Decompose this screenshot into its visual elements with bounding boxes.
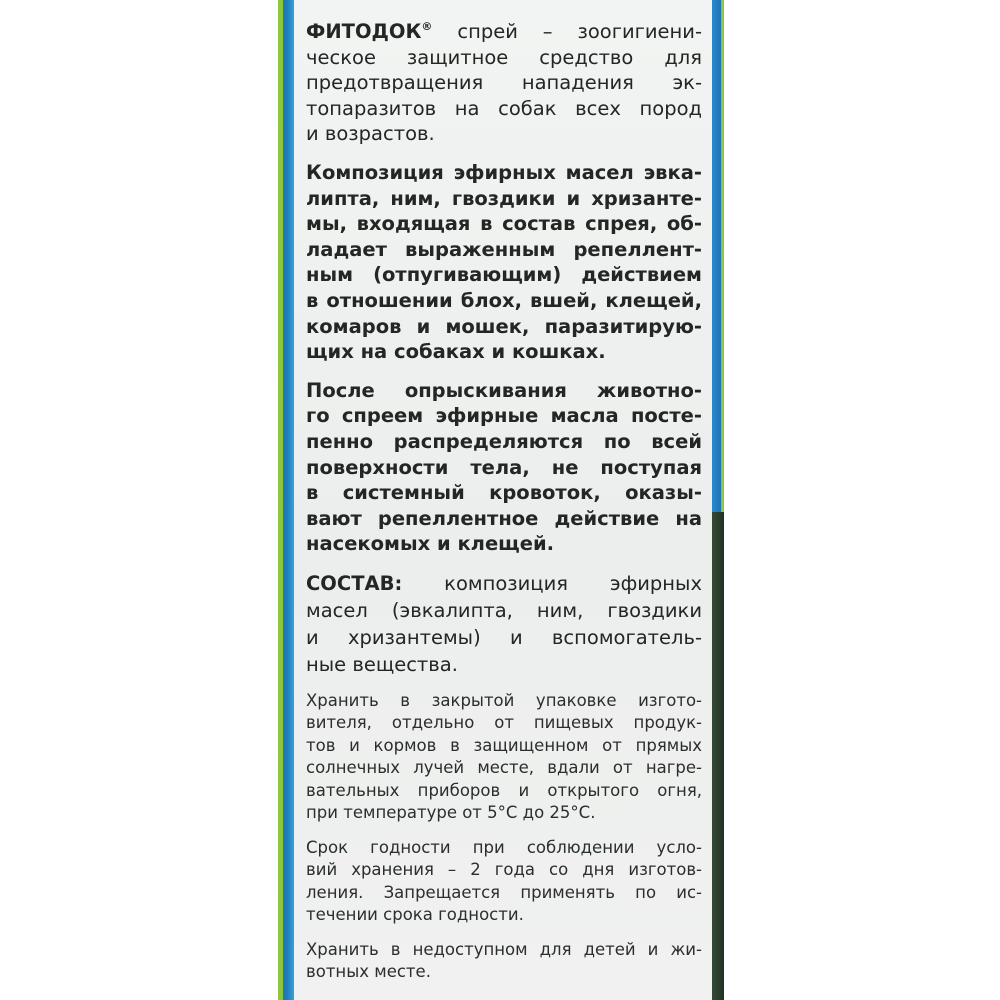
composition-keyword: СОСТАВ: <box>306 571 403 595</box>
oils-paragraph <box>306 160 702 365</box>
intro-line-1-text: спрей – зоогигиени- <box>432 20 702 43</box>
storage-line-1: Хранить в закрытой упаковке изгото- <box>306 690 702 710</box>
oils-line-3: мы, входящая в состав спрея, об- <box>306 212 702 236</box>
oils-line-1: Композиция эфирных масел эвка- <box>306 160 702 184</box>
intro-line-2: ческое защитное средство для <box>306 45 702 69</box>
spray-line-3: пенно распределяются по всей <box>306 429 702 453</box>
storage-line-6: при температуре от 5°С до 25°С. <box>306 803 596 823</box>
spray-line-7: насекомых и клещей. <box>306 532 555 556</box>
composition-line-4: ные вещества. <box>306 652 458 676</box>
composition-line-2: масел (эвкалипта, ним, гвоздики <box>306 598 702 622</box>
right-dark-band <box>712 512 724 1000</box>
intro-line-1 <box>306 14 702 45</box>
composition-line-1 <box>306 570 702 597</box>
spray-line-5: в системный кровоток, оказы- <box>306 481 702 505</box>
children-line-1: Хранить в недоступном для детей и жи- <box>306 939 702 959</box>
shelf-life-line-3: ления. Запрещается применять по ис- <box>306 882 702 902</box>
oils-line-4: ладает выраженным репеллент- <box>306 237 702 261</box>
storage-line-3: тов и кормов в защищенном от прямых <box>306 735 702 755</box>
shelf-life-line-1: Срок годности при соблюдении усло- <box>306 837 702 857</box>
left-lime-edge <box>278 0 283 1000</box>
storage-paragraph <box>306 690 702 825</box>
composition-paragraph <box>306 570 702 678</box>
oils-line-5: ным (отпугивающим) действием <box>306 263 702 287</box>
oils-line-7: комаров и мошек, паразитирую- <box>306 314 702 338</box>
oils-line-2: липта, ним, гвоздики и хризанте- <box>306 186 702 210</box>
children-warning-paragraph <box>306 939 702 984</box>
registered-mark: ® <box>421 20 433 33</box>
composition-line-3: и хризантемы) и вспомогатель- <box>306 625 702 649</box>
spray-line-1: После опрыскивания животно- <box>306 378 702 402</box>
intro-line-4: топаразитов на собак всех пород <box>306 96 702 120</box>
intro-line-3: предотвращения нападения эк- <box>306 71 702 95</box>
composition-line-1-text: композиция эфирных <box>402 571 702 595</box>
shelf-life-line-2: вий хранения – 2 года со дня изготов- <box>306 860 702 880</box>
label-text <box>306 14 702 996</box>
spray-line-2: го спреем эфирные масла посте- <box>306 404 702 428</box>
spray-line-6: вают репеллентное действие на <box>306 506 702 530</box>
right-border-stripe <box>712 0 724 1000</box>
spray-paragraph <box>306 378 702 557</box>
left-border-stripe <box>278 0 294 1000</box>
brand-name: ФИТОДОК <box>306 20 422 43</box>
intro-line-5: и возрастов. <box>306 122 435 146</box>
storage-line-5: вательных приборов и открытого огня, <box>306 780 702 800</box>
oils-line-6: в отношении блох, вшей, клещей, <box>306 288 702 312</box>
storage-line-4: солнечных лучей месте, вдали от нагре- <box>306 758 702 778</box>
intro-paragraph <box>306 14 702 147</box>
shelf-life-paragraph <box>306 837 702 927</box>
children-line-2: вотных месте. <box>306 962 431 982</box>
shelf-life-line-4: течении срока годности. <box>306 905 524 925</box>
storage-line-2: вителя, отдельно от пищевых продук- <box>306 713 702 733</box>
spray-line-4: поверхности тела, не поступая <box>306 455 702 479</box>
oils-line-8: щих на собаках и кошках. <box>306 340 606 364</box>
